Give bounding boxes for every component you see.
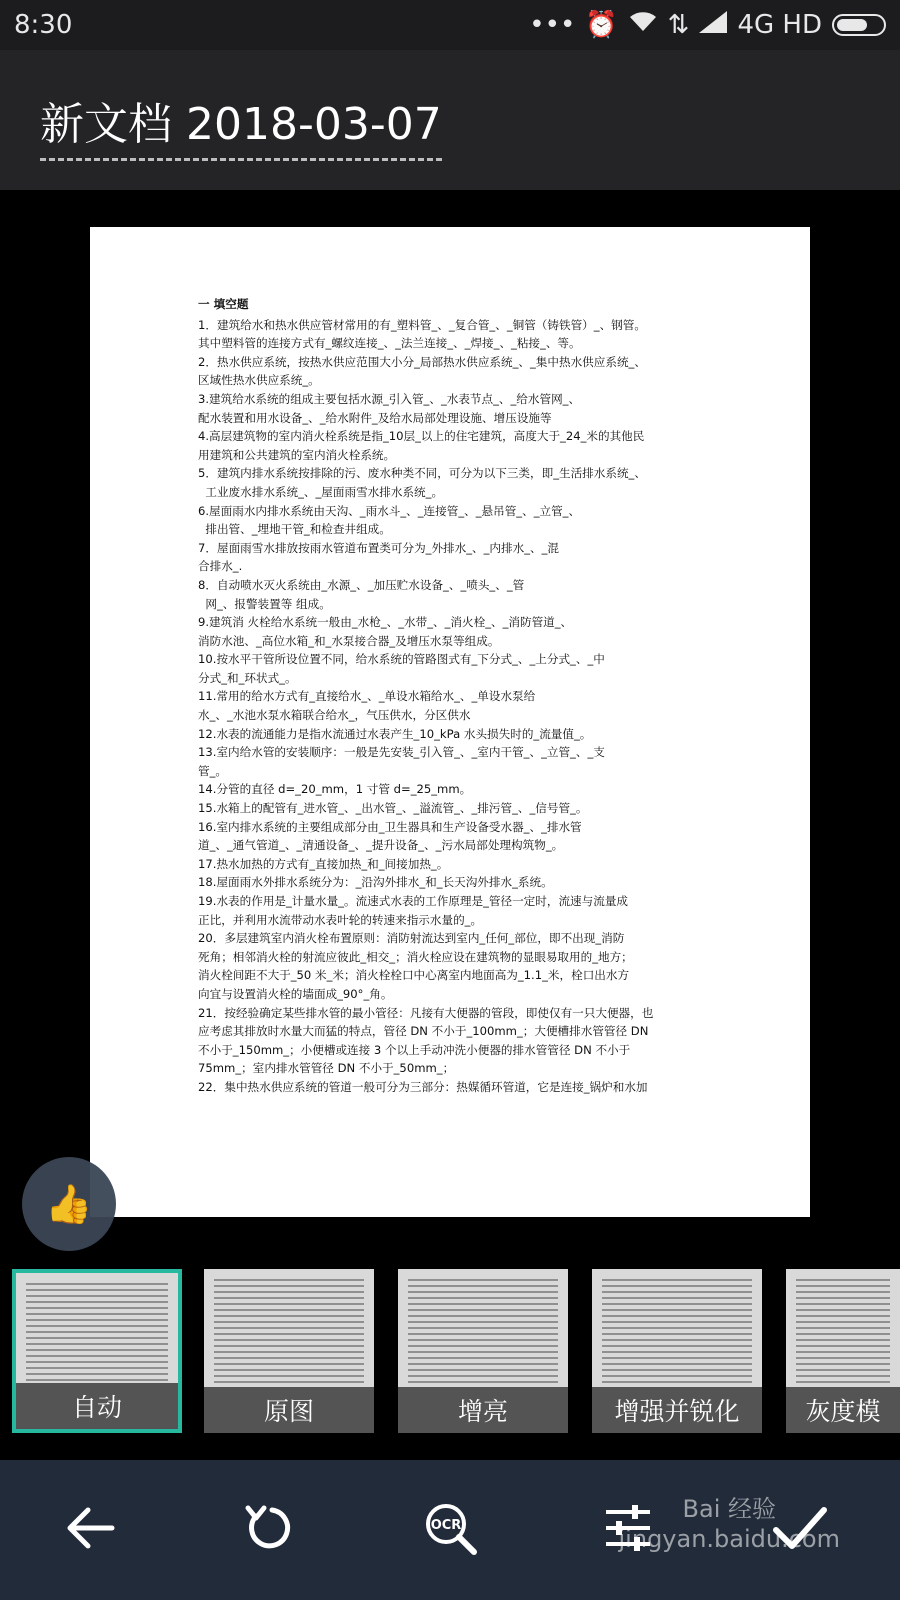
page-text-line: 管_。 <box>198 763 227 778</box>
thumbs-up-down-icon: 👍 <box>45 1181 93 1226</box>
rotate-icon <box>242 1502 294 1558</box>
ocr-button[interactable] <box>412 1492 488 1568</box>
page-text-line: 向宜与设置消火栓的墙面成_90°_角。 <box>198 986 393 1001</box>
page-text-line: 10.按水平干管所设位置不同，给水系统的管路图式有_下分式_、_上分式_、_中 <box>198 652 605 667</box>
filter-brighten[interactable] <box>398 1269 568 1433</box>
rotate-button[interactable] <box>230 1492 306 1568</box>
page-text-line: 工业废水排水系统_、_屋面雨雪水排水系统_。 <box>198 484 444 499</box>
status-bar <box>0 0 900 50</box>
page-text-line: 1．建筑给水和热水供应管材常用的有_塑料管_、_复合管_、_铜管（铸铁管）_、钢管。 <box>198 317 646 332</box>
signal-icon <box>699 10 727 40</box>
filter-original[interactable] <box>204 1269 374 1433</box>
status-time: 8:30 <box>14 10 73 40</box>
feedback-button[interactable] <box>22 1157 116 1251</box>
page-text-line: 11.常用的给水方式有_直接给水_、_单设水箱给水_、_单设水泵给 <box>198 689 536 704</box>
page-text-line: 区域性热水供应系统_。 <box>198 373 320 388</box>
page-text-line: 8．自动喷水灭火系统由_水源_、_加压贮水设备_、_喷头_、_管 <box>198 577 525 592</box>
watermark-url: jingyan.baidu.com <box>618 1525 840 1553</box>
watermark <box>619 1494 840 1554</box>
page-text-line: 19.水表的作用是_计量水量_。流速式水表的工作原理是_管径一定时，流速与流量成 <box>198 894 629 908</box>
filter-grayscale[interactable] <box>786 1269 900 1433</box>
document-preview <box>0 190 900 1255</box>
page-text-line: 正比，并利用水流带动水表叶轮的转速来指示水量的_。 <box>198 912 483 927</box>
page-heading: 一 填空题 <box>198 297 249 311</box>
filter-label: 灰度模 <box>786 1387 900 1433</box>
page-text-line: 4.高层建筑物的室内消火栓系统是指_10层_以上的住宅建筑，高度大于_24_米的其他民 <box>198 429 645 444</box>
page-text-line: 16.室内排水系统的主要组成部分由_卫生器具和生产设备受水器_、_排水管 <box>198 819 582 834</box>
page-text-line: 18.屋面雨水外排水系统分为：_沿沟外排水_和_长天沟外排水_系统。 <box>198 875 553 890</box>
filter-label: 增亮 <box>398 1387 568 1433</box>
filter-thumbnail <box>26 1283 168 1383</box>
alarm-icon: ⏰ <box>585 10 618 40</box>
battery-icon <box>832 14 886 36</box>
network-label: 4G HD <box>737 10 822 40</box>
back-button[interactable] <box>52 1492 128 1568</box>
page-text-line: 配水装置和用水设备_、_给水附件_及给水局部处理设施、增压设施等 <box>198 410 552 425</box>
header <box>0 50 900 190</box>
more-dots-icon: ••• <box>529 10 576 40</box>
filter-enhance-sharpen[interactable] <box>592 1269 762 1433</box>
page-text-line: 2．热水供应系统，按热水供应范围大小分_局部热水供应系统_、_集中热水供应系统_、 <box>198 354 646 369</box>
svg-text:OCR: OCR <box>430 1518 462 1533</box>
filter-label: 原图 <box>204 1387 374 1433</box>
page-text-line: 7．屋面雨雪水排放按雨水管道布置类可分为_外排水_、_内排水_、_混 <box>198 540 559 555</box>
page-text-line: 22．集中热水供应系统的管道一般可分为三部分：热媒循环管道，它是连接_锅炉和水加 <box>198 1079 648 1094</box>
page-text-line: 水_、_水池水泵水箱联合给水_，气压供水，分区供水 <box>198 708 471 723</box>
page-text-line: 排出管、_埋地干管_和检查井组成。 <box>198 522 391 537</box>
filter-auto[interactable] <box>12 1269 182 1433</box>
filter-strip <box>0 1255 900 1460</box>
document-title[interactable]: 新文档 2018-03-07 <box>40 88 442 161</box>
back-arrow-icon <box>64 1506 116 1554</box>
page-text-line: 6.屋面雨水内排水系统由天沟、_雨水斗_、_连接管_、_悬吊管_、_立管_、 <box>198 503 581 518</box>
page-lines <box>198 316 718 1097</box>
page-text-line: 网_、报警装置等 组成。 <box>198 596 331 611</box>
watermark-brand: Bai 经验 <box>682 1495 776 1523</box>
page-text-line: 75mm_；室内排水管管径 DN 不小于_50mm_； <box>198 1061 455 1076</box>
page-text-line: 21．按经验确定某些排水管的最小管径：凡接有大便器的管段，即使仅有一只大便器，也 <box>198 1005 654 1020</box>
page-text-line: 不小于_150mm_；小便槽或连接 3 个以上手动冲洗小便器的排水管管径 DN 不小于 <box>198 1042 631 1057</box>
page-text-line: 5．建筑内排水系统按排除的污、废水种类不同，可分为以下三类，即_生活排水系统_、 <box>198 466 646 481</box>
ocr-search-icon <box>422 1500 478 1560</box>
page-text-line: 13.室内给水管的安装顺序：一般是先安装_引入管_、_室内干管_、_立管_、_支 <box>198 745 605 760</box>
scanned-page <box>90 227 810 1217</box>
page-text-line: 3.建筑给水系统的组成主要包括水源_引入管_、_水表节点_、_给水管网_、 <box>198 391 581 406</box>
page-text-line: 消防水池、_高位水箱_和_水泵接合器_及增压水泵等组成。 <box>198 633 500 648</box>
page-text-line: 合排水_. <box>198 559 243 574</box>
wifi-icon <box>628 10 658 40</box>
filter-label: 增强并锐化 <box>592 1387 762 1433</box>
page-text-line: 17.热水加热的方式有_直接加热_和_间接加热_。 <box>198 856 449 871</box>
filter-thumbnail <box>796 1279 890 1387</box>
page-text-line: 应考虑其排放时水量大而猛的特点，管径 DN 不小于_100mm_；大便槽排水管管径 DN <box>198 1024 649 1039</box>
page-text-line: 消火栓间距不大于_50 米_米；消火栓栓口中心离室内地面高为_1.1_米，栓口出水方 <box>198 968 630 983</box>
page-text-line: 12.水表的流通能力是指水流通过水表产生_10_kPa 水头损失时的_流量值_。 <box>198 726 592 741</box>
filter-thumbnail <box>408 1279 558 1387</box>
page-text-line: 9.建筑消 火栓给水系统一般由_水枪_、_水带_、_消火栓_、_消防管道_、 <box>198 615 573 630</box>
page-text-line: 死角；相邻消火栓的射流应彼此_相交_；消火栓应设在建筑物的显眼易取用的_地方； <box>198 949 633 964</box>
page-text-line: 14.分管的直径 d=_20_mm，1 寸管 d=_25_mm。 <box>198 782 472 797</box>
filter-thumbnail <box>602 1279 752 1387</box>
page-text-line: 分式_和_环状式_。 <box>198 670 297 685</box>
page-text-line: 15.水箱上的配管有_进水管_、_出水管_、_溢流管_、_排污管_、_信号管_。 <box>198 801 588 816</box>
status-icons <box>529 10 886 40</box>
page-text-line: 用建筑和公共建筑的室内消火栓系统。 <box>198 447 396 462</box>
filter-label: 自动 <box>16 1383 178 1429</box>
data-arrows-icon: ⇅ <box>667 10 690 40</box>
filter-thumbnail <box>214 1279 364 1387</box>
page-text-line: 20．多层建筑室内消火栓布置原则：消防射流达到室内_任何_部位，即不出现_消防 <box>198 931 625 946</box>
page-text-line: 道_、_通气管道_、_清通设备_、_提升设备_、_污水局部处理构筑物_。 <box>198 838 564 853</box>
page-text-line: 其中塑料管的连接方式有_螺纹连接_、_法兰连接_、_焊接_、_粘接_、等。 <box>198 336 581 351</box>
